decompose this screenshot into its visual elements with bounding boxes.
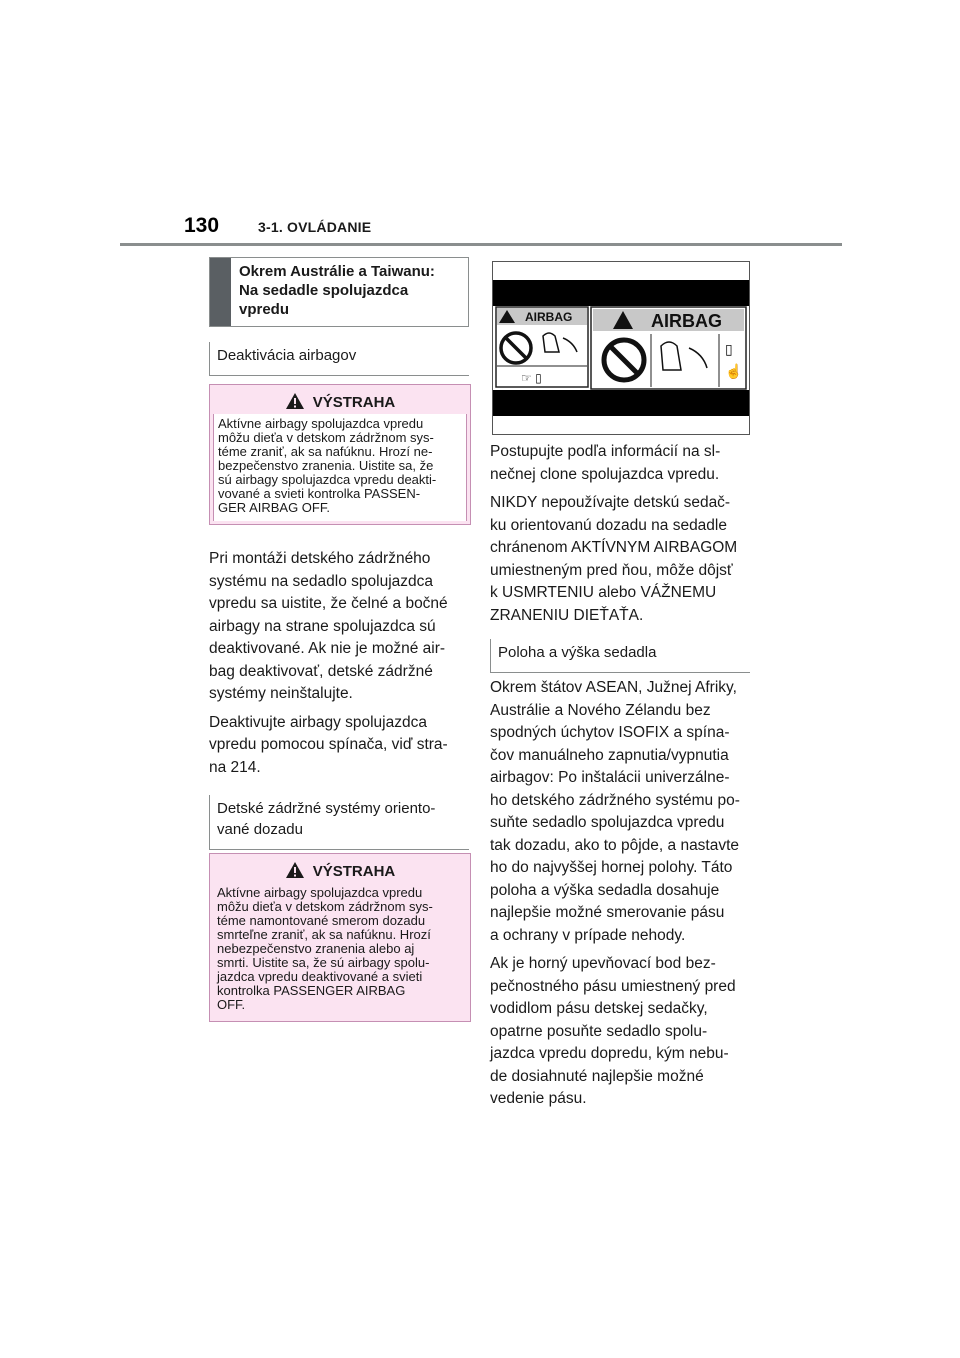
body-text-right-bottom <box>490 677 750 1117</box>
warning-box-2 <box>209 853 471 1022</box>
svg-text:AIRBAG: AIRBAG <box>525 310 573 324</box>
heading-bar <box>210 258 231 326</box>
airbag-label-illustration <box>493 262 749 434</box>
paragraph: Okrem štátov ASEAN, Južnej Afriky, Austrálie a Nového Zélandu bez spodných úchytov ISOFIX a spína- čov manuálneho zapnutia/vypnutia airbagov: Po inštalácii univerzálne- ho detského zádržného systému po- suňte sedadlo spolujazdca vpredu tak dozadu, ako to pôjde, a nastavte ho do najvyššej hornej polohy. Táto poloha a výška sedadla dosahuje najlepšie možné smerovanie pásu a ochrany v prípade nehody. <box>490 679 740 944</box>
page-number: 130 <box>184 214 220 237</box>
subheading-rear-facing: Detské zádržné systémy oriento- vané dozadu <box>209 795 469 850</box>
warning-text: Aktívne airbagy spolujazdca vpredu môžu dieťa v detskom zádržnom sys- téme namontované smerom dozadu smrteľne zraniť, ak sa nafúknu. Hrozí nebezpečenstvo zranenia alebo aj smrti. Uistite sa, že sú airbagy spolu- jazdca vpredu deaktivované a svieti kontrolka PASSENGER AIRBAG OFF. <box>217 885 433 1012</box>
paragraph: Deaktivujte airbagy spolujazdca vpredu pomocou spínača, viď stra- na 214. <box>209 713 448 776</box>
warning-title: VÝSTRAHA <box>210 854 470 883</box>
paragraph: NIKDY nepoužívajte detskú sedač- ku orientovanú dozadu na sedadle chránenom AKTÍVNYM AIRBAGOM umiestneným pred ňou, môže dôjsť k USMRTENIU alebo VÁŽNEMU ZRANENIU DIEŤAŤA. <box>490 494 738 624</box>
subheading-seat-position: Poloha a výška sedadla <box>490 639 750 673</box>
warning-box-1 <box>209 384 471 525</box>
warning-text: Aktívne airbagy spolujazdca vpredu môžu dieťa v detskom zádržnom sys- téme zraniť, ak sa nafúknu. Hrozí ne- bezpečenstvo zranenia. Uistite sa, že sú airbagy spolujazdca vpredu deakti- vované a svieti kontrolka PASSEN- GER AIRBAG OFF. <box>213 414 467 521</box>
airbag-sunvisor-label-image <box>492 261 750 435</box>
warning-triangle-icon <box>285 861 305 879</box>
subheading-airbag-deactivation: Deaktivácia airbagov <box>209 342 469 376</box>
section-heading: Okrem Austrálie a Taiwanu: Na sedadle spolujazdca vpredu <box>239 263 435 318</box>
header-rule <box>120 243 842 246</box>
warning-title: VÝSTRAHA <box>210 385 470 414</box>
svg-text:AIRBAG: AIRBAG <box>651 311 722 331</box>
section-title: 3-1. OVLÁDANIE <box>258 219 372 235</box>
manual-reference-icon: ☞ ▯ <box>521 371 542 385</box>
section-heading-box <box>209 257 469 327</box>
paragraph: Postupujte podľa informácií na sl- nečnej clone spolujazdca vpredu. <box>490 443 721 483</box>
warning-triangle-icon <box>285 392 305 410</box>
manual-icon: ▯ <box>725 341 733 357</box>
body-text-left <box>209 548 469 785</box>
paragraph: Ak je horný upevňovací bod bez- pečnostného pásu umiestnený pred vodidlom pásu detskej sedačky, opatrne posuňte sedadlo spolu- jazdca vpredu dopredu, kým nebu- de dosiahnuté najlepšie možné vedenie pásu. <box>490 955 736 1107</box>
body-text-right-top <box>490 441 750 633</box>
hand-icon: ☝ <box>725 363 743 379</box>
paragraph: Pri montáži detského zádržného systému na sedadlo spolujazdca vpredu sa uistite, že čelné a bočné airbagy na strane spolujazdca sú deaktivované. Ak nie je možné air- bag deaktivovať, detské zádržné systémy neinštalujte. <box>209 550 448 702</box>
